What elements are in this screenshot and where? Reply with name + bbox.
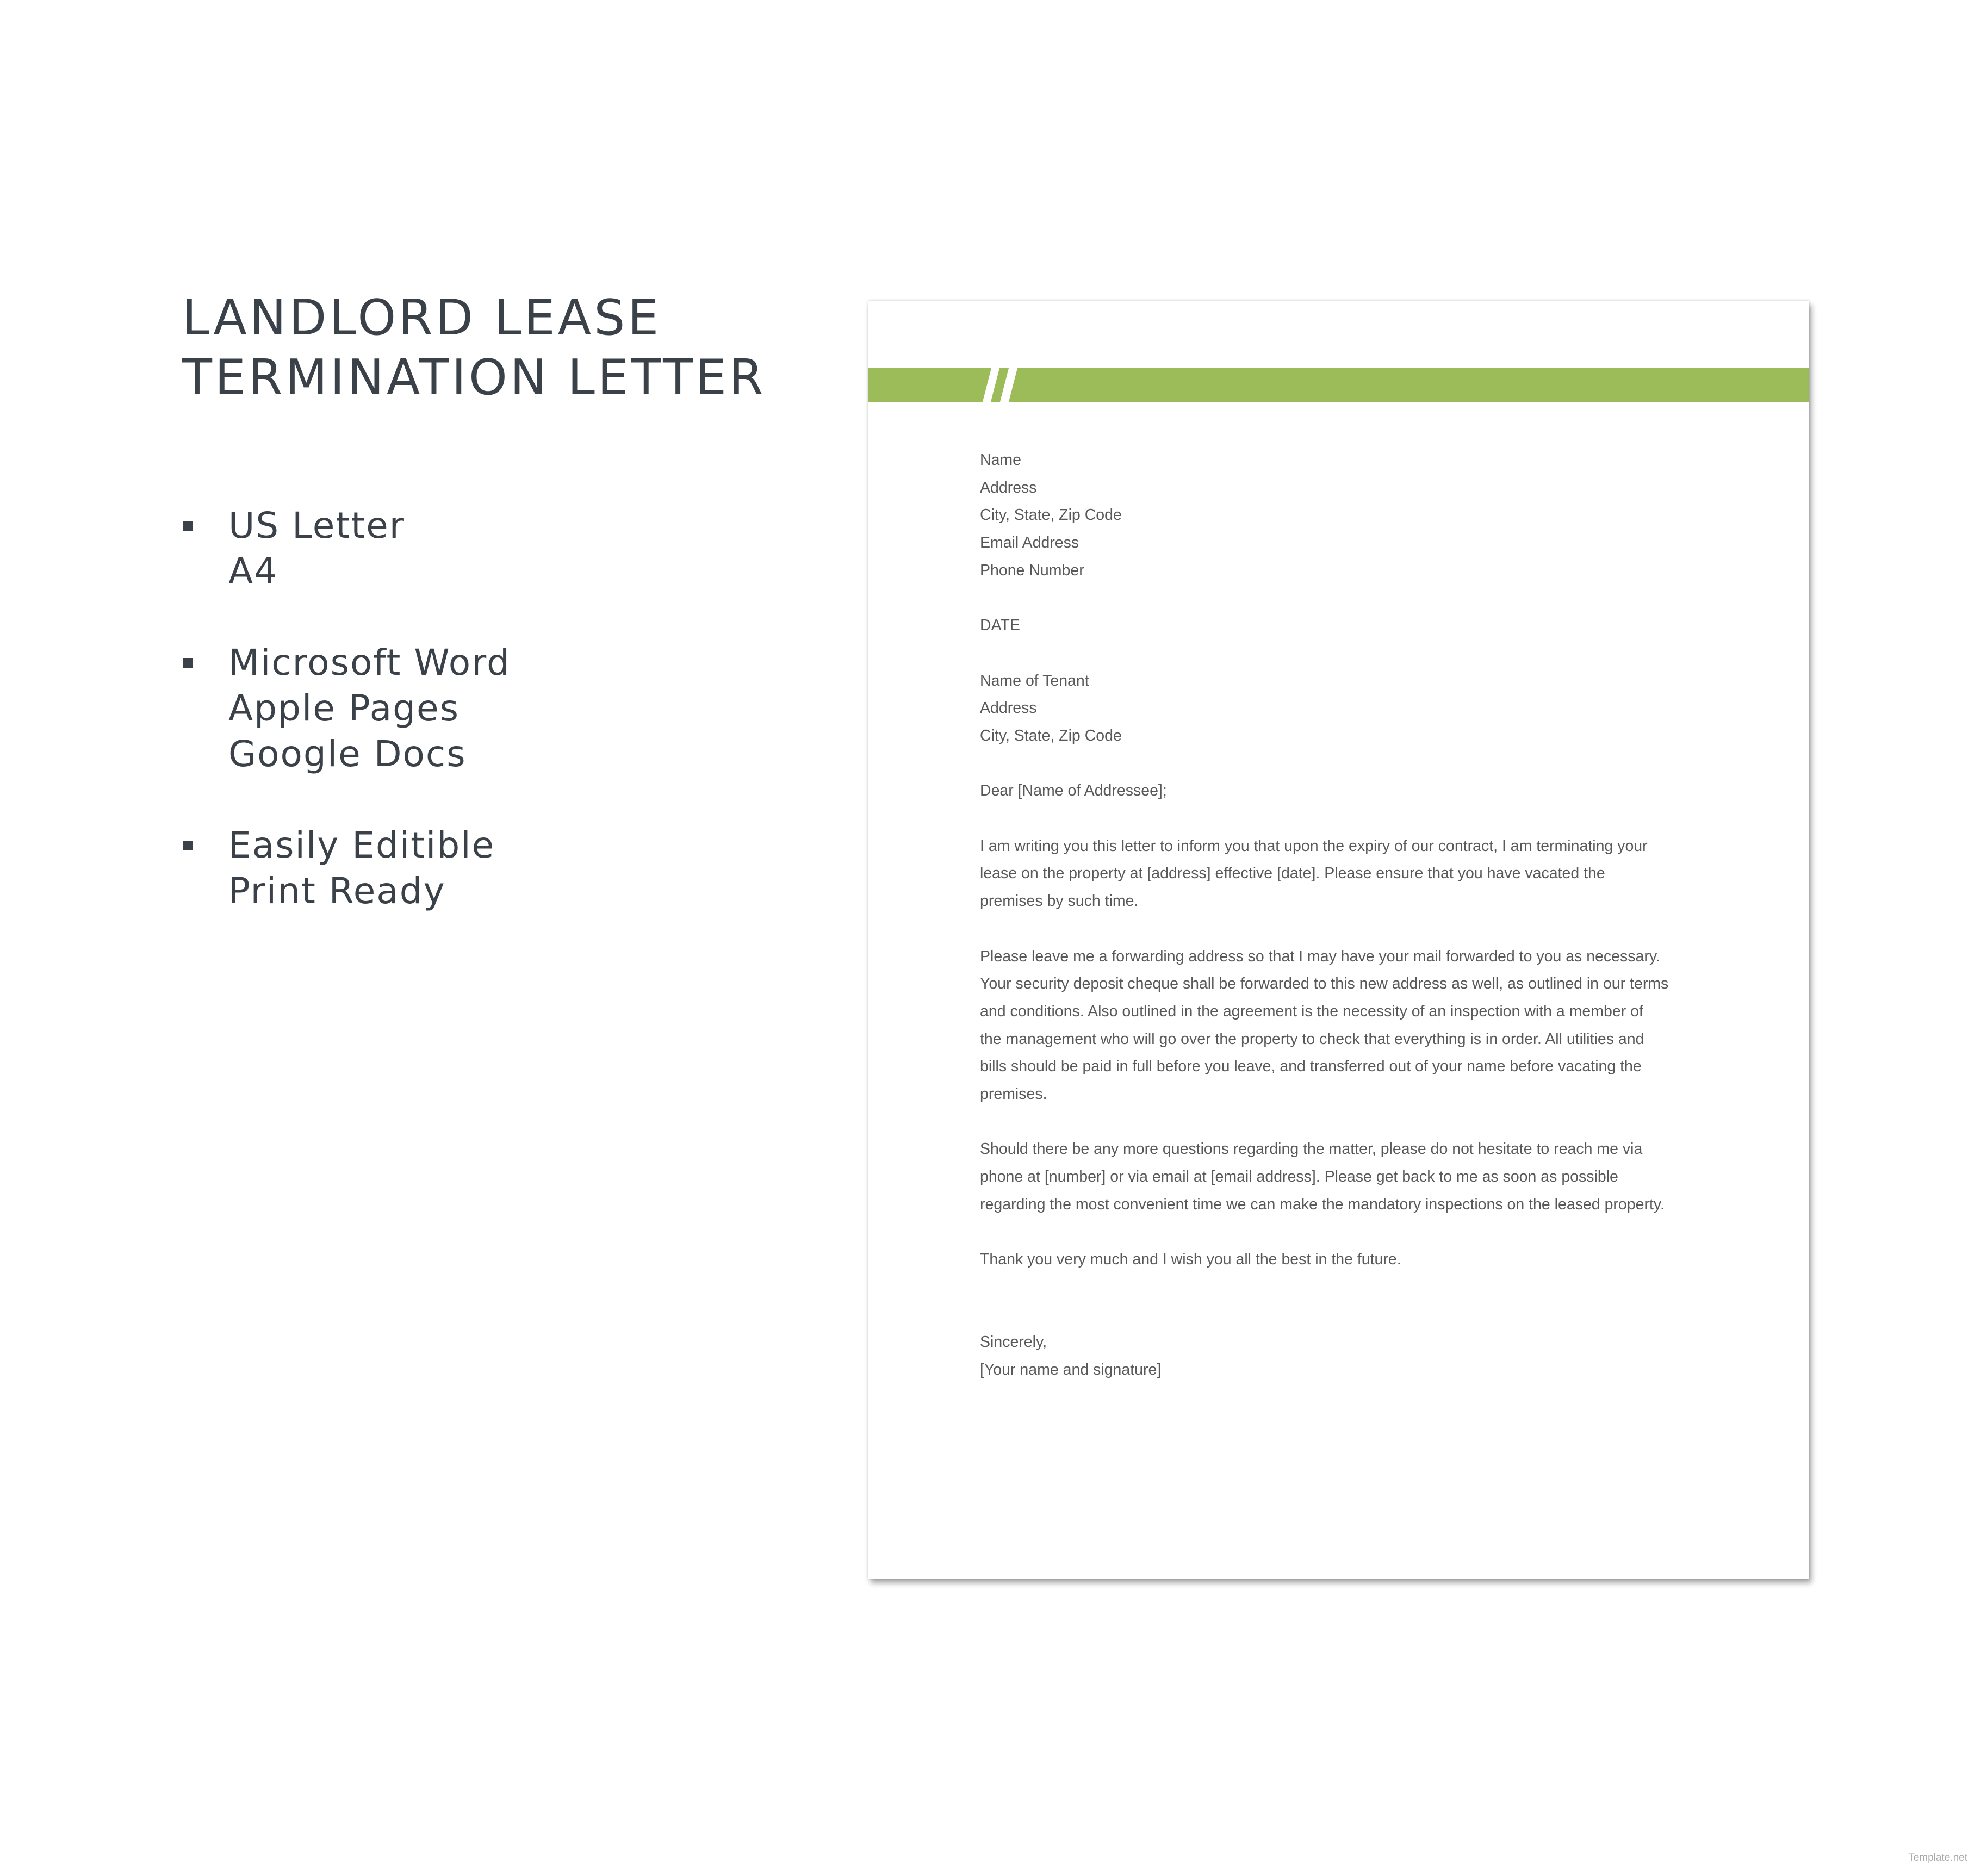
feature-item-page-sizes <box>182 503 511 594</box>
paragraph-line: the management who will go over the property to check that everything is in order. All utilities and <box>980 1030 1644 1048</box>
feature-line: A4 <box>228 550 278 592</box>
paragraph-4 <box>980 1246 1730 1274</box>
recipient-name: Name of Tenant <box>980 672 1089 689</box>
sender-address: Address <box>980 479 1037 496</box>
sender-phone: Phone Number <box>980 561 1084 579</box>
feature-item-qualities <box>182 823 511 914</box>
paragraph-line: and conditions. Also outlined in the agreement is the necessity of an inspection with a member of <box>980 1002 1643 1020</box>
sender-city: City, State, Zip Code <box>980 506 1122 524</box>
paragraph-line: regarding the most convenient time we can make the mandatory inspections on the leased property. <box>980 1195 1665 1213</box>
band-slash <box>868 368 991 402</box>
band-slash <box>991 368 1009 402</box>
paragraph-3 <box>980 1135 1730 1218</box>
product-title <box>182 288 835 408</box>
recipient-address: Address <box>980 699 1037 717</box>
letter-page-preview <box>868 301 1809 1579</box>
sender-email: Email Address <box>980 534 1079 552</box>
feature-line: US Letter <box>228 505 405 546</box>
watermark: Template.net <box>1908 1852 1967 1863</box>
salutation: Dear [Name of Addressee]; <box>980 782 1167 800</box>
letter-date: DATE <box>980 617 1020 635</box>
paragraph-line: lease on the property at [address] effective [date]. Please ensure that you have vacated the <box>980 865 1605 883</box>
title-line-2: TERMINATION LETTER <box>182 349 766 406</box>
bullet-icon <box>183 841 193 850</box>
closing: Sincerely, <box>980 1333 1047 1351</box>
paragraph-1 <box>980 833 1730 915</box>
paragraph-line: premises. <box>980 1085 1047 1103</box>
feature-list <box>182 503 511 960</box>
paragraph-line: phone at [number] or via email at [email address]. Please get back to me as soon as possible <box>980 1168 1618 1186</box>
feature-line: Google Docs <box>228 733 467 775</box>
bullet-icon <box>183 521 193 531</box>
feature-line: Microsoft Word <box>228 642 511 684</box>
bullet-icon <box>183 658 193 668</box>
header-accent-band <box>868 368 1809 402</box>
feature-line: Apple Pages <box>228 687 460 729</box>
paragraph-line: Your security deposit cheque shall be forwarded to this new address as well, as outlined in our terms <box>980 975 1669 993</box>
paragraph-line: premises by such time. <box>980 892 1139 910</box>
signature: [Your name and signature] <box>980 1361 1162 1379</box>
paragraph-2 <box>980 943 1730 1108</box>
paragraph-line: bills should be paid in full before you leave, and transferred out of your name before vacating the <box>980 1058 1642 1076</box>
sender-name: Name <box>980 451 1022 469</box>
band-main <box>1009 368 1809 402</box>
letter-body <box>980 446 1730 1384</box>
paragraph-line: I am writing you this letter to inform you that upon the expiry of our contract, I am terminating your <box>980 837 1648 855</box>
paragraph-line: Thank you very much and I wish you all the best in the future. <box>980 1251 1401 1269</box>
feature-line: Easily Editible <box>228 824 495 866</box>
feature-item-software <box>182 640 511 777</box>
paragraph-line: Please leave me a forwarding address so that I may have your mail forwarded to you as necessary. <box>980 947 1660 965</box>
product-info-panel <box>182 288 835 912</box>
recipient-city: City, State, Zip Code <box>980 727 1122 744</box>
feature-line: Print Ready <box>228 870 446 912</box>
title-line-1: LANDLORD LEASE <box>182 289 662 346</box>
paragraph-line: Should there be any more questions regarding the matter, please do not hesitate to reach me via <box>980 1140 1643 1158</box>
